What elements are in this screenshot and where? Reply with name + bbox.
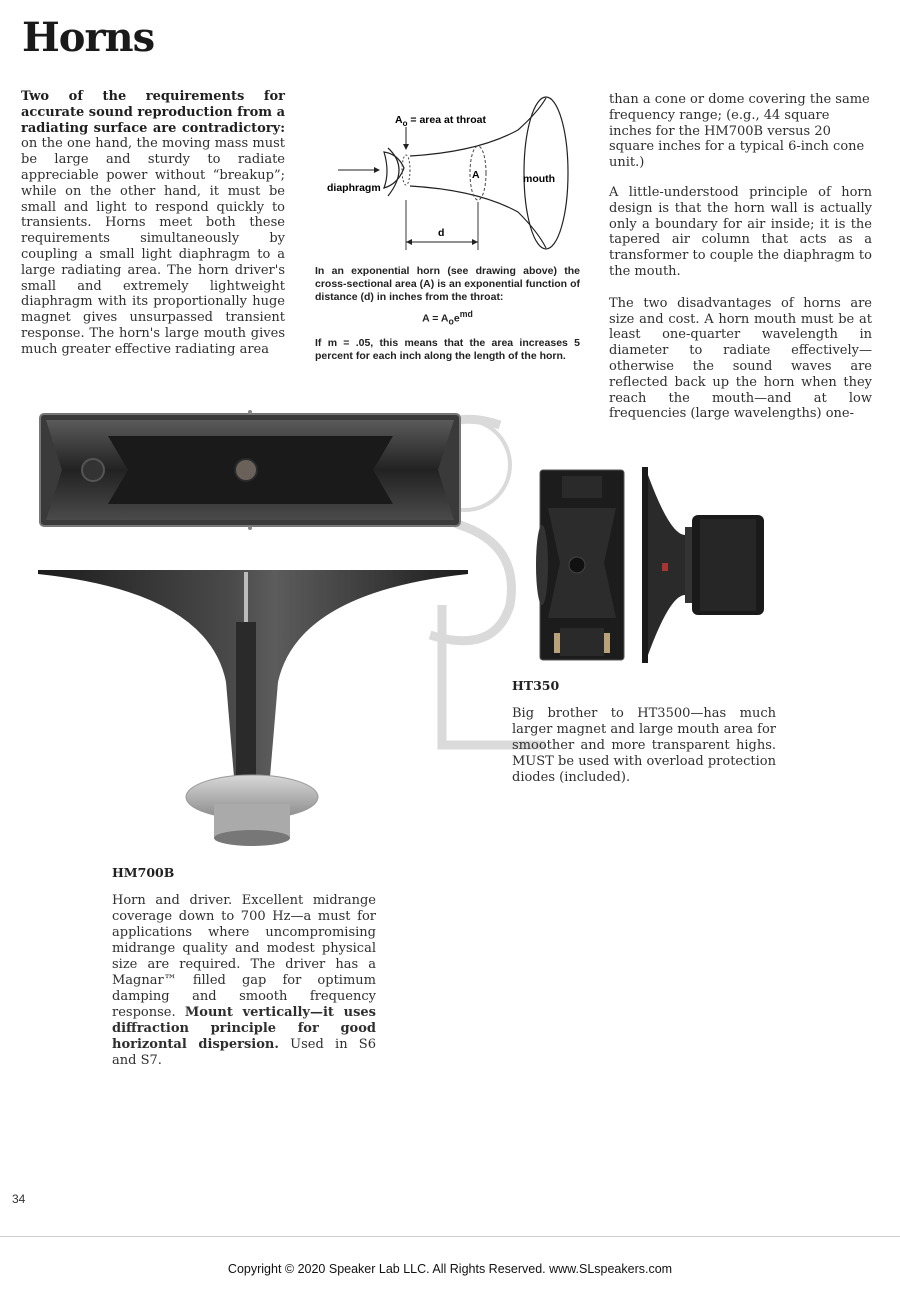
area-A-label: A [472,169,480,181]
hm700b-top-view-image [38,408,463,532]
exponential-horn-diagram [318,90,588,260]
distance-d-label: d [438,227,445,239]
intro-body: on the one hand, the moving mass must be large and sturdy to radiate appreciable power without “breakup”; while on the other hand, it must be small and light to respond quickly to transients. Horns meet both these requirements simultaneously by coupling a small light diaphragm to a large radiating area. The horn driver's small and extremely lightweight diaphragm with its proportionally huge magnet gives unsurpassed transient response. The horn's large mouth gives much greater effective radiating area [21,136,285,357]
ht350-name: HT350 [512,678,560,693]
hm700b-description [112,893,376,1069]
hm700b-desc-part1: Horn and driver. Excellent midrange coverage down to 700 Hz—a must for applications where uncompromising midrange quality and modest physical size are required. The driver has a Magnar™ filled gap for optimum damping and smooth frequency response. [112,893,376,1020]
mouth-label: mouth [523,173,556,185]
hm700b-desc-bold: Mount vertically—it uses diffraction principle for good horizontal dispersion. [112,1005,376,1052]
page-number: 34 [12,1192,26,1206]
ht350-front-view-image [532,468,632,662]
right-paragraph-2: A little-understood principle of horn design is that the horn wall is actually only a boundary for air inside; it is the tapered air column that acts as a transformer to couple the diaphragm to the mouth. [609,184,872,279]
diaphragm-label: diaphragm [327,182,381,194]
right-paragraph-3: The two disadvantages of horns are size and cost. A horn mouth must be at least one-quarter wavelength in diameter to radiate effectively—otherwise the sound waves are reflected back up the horn when they reach the mouth—and at low frequencies (large wavelengths) one- [609,295,872,422]
diagram-caption-intro: In an exponential horn (see drawing above) the cross-sectional area (A) is an exponential function of distance (d) in inches from the throat: [315,265,580,303]
ht350-side-view-image [640,465,765,665]
footer-divider [0,1236,900,1237]
intro-lead: Two of the requirements for accurate sound reproduction from a radiating surface are contradictory: [21,89,285,136]
throat-area-label: $A_o$ = area at throat [395,114,486,128]
copyright-notice: Copyright © 2020 Speaker Lab LLC. All Rights Reserved. www.SLspeakers.com [227,1262,673,1276]
hm700b-desc-part2: Used in S6 and S7. [112,1037,376,1068]
intro-paragraph [21,89,285,358]
intro-column [21,89,285,372]
exponential-formula: $A = A_oe^{md}$ [422,309,473,327]
hm700b-name: HM700B [112,865,175,880]
diaphragm-shape [384,152,404,188]
diagram-caption [315,265,580,363]
diagram-caption-example: If m = .05, this means that the area increases 5 percent for each inch along the length of the horn. [315,336,580,362]
page-title: Horns [22,14,155,61]
hm700b-side-view-image [38,562,468,852]
ht350-description: Big brother to HT3500—has much larger magnet and large mouth area for smoother and more transparent highs. MUST be used with overload protection diodes (included). [512,706,776,785]
right-paragraph-1: than a cone or dome covering the same frequency range; (e.g., 44 square inches for the HM700B versus 20 square inches for a typical 6-inch cone unit.) [609,92,870,171]
right-column [609,92,872,436]
